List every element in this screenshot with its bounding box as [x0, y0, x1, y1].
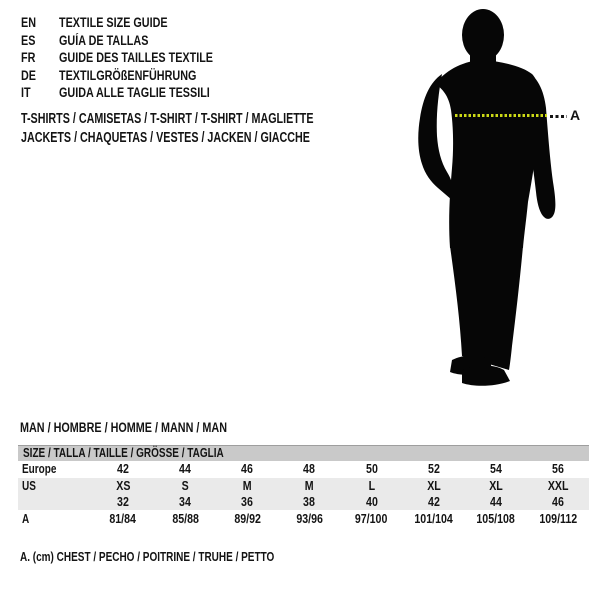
- table-cell: 36: [241, 495, 254, 509]
- table-cell: 109/112: [539, 512, 577, 526]
- language-list: [21, 14, 252, 102]
- garment-types: [21, 110, 416, 147]
- table-row-europe: [18, 461, 589, 478]
- man-silhouette: [410, 4, 580, 394]
- section-title-man: MAN / HOMBRE / HOMME / MANN / MAN: [20, 420, 227, 435]
- table-cell: 42: [427, 495, 440, 509]
- table-cell: 32: [117, 495, 129, 509]
- table-row-chest: [18, 510, 589, 528]
- language-label: GUIDA ALLE TAGLIE TESSILI: [59, 85, 210, 100]
- table-row-us-letters: [18, 478, 589, 494]
- language-code: DE: [21, 67, 37, 83]
- table-cell: 93/96: [296, 512, 323, 526]
- language-code: IT: [21, 85, 31, 100]
- table-cell: 38: [303, 495, 316, 509]
- language-label: TEXTILE SIZE GUIDE: [59, 15, 168, 30]
- table-cell: 89/92: [234, 512, 261, 526]
- table-cell: M: [305, 479, 314, 493]
- table-cell: 42: [117, 462, 129, 476]
- language-code: EN: [21, 15, 37, 30]
- language-label: GUÍA DE TALLAS: [59, 32, 149, 48]
- table-cell: 101/104: [414, 512, 453, 526]
- measure-label-a: A: [570, 107, 581, 123]
- table-cell: 85/88: [171, 512, 199, 526]
- language-row-es: [21, 32, 252, 50]
- man-silhouette-graphic: [410, 4, 580, 394]
- table-cell: 97/100: [355, 512, 388, 526]
- silhouette-legs: [450, 246, 523, 370]
- row-label: A: [22, 512, 30, 526]
- language-code: ES: [21, 32, 36, 48]
- table-cell: M: [242, 479, 252, 493]
- row-label: US: [22, 479, 36, 493]
- table-cell: 48: [303, 462, 316, 476]
- table-cell: 50: [365, 462, 378, 476]
- table-row-us-numbers: [18, 494, 589, 510]
- row-label: Europe: [22, 462, 57, 476]
- silhouette-shoe-right: [462, 366, 510, 386]
- language-row-it: [21, 84, 252, 102]
- table-cell: 81/84: [109, 512, 137, 526]
- table-cell: XXL: [547, 479, 569, 493]
- table-cell: 44: [489, 495, 502, 509]
- garment-line-tshirts: T-SHIRTS / CAMISETAS / T-SHIRT / T-SHIRT / MAGLIETTE: [21, 111, 314, 127]
- table-cell: XS: [115, 479, 131, 493]
- language-label: GUIDE DES TAILLES TEXTILE: [59, 50, 214, 65]
- table-cell: 44: [179, 462, 192, 476]
- language-row-fr: [21, 49, 252, 67]
- row-label: [18, 494, 92, 510]
- table-cell: 105/108: [476, 512, 516, 526]
- language-code: FR: [21, 50, 36, 65]
- measure-leader-line: [550, 115, 567, 118]
- chest-measure-dashed-line: [455, 114, 547, 117]
- language-label: TEXTILGRÖßENFÜHRUNG: [59, 67, 197, 83]
- garment-line-jackets: JACKETS / CHAQUETAS / VESTES / JACKEN / GIACCHE: [21, 129, 310, 146]
- table-cell: 40: [365, 495, 378, 509]
- table-cell: XL: [489, 479, 503, 493]
- table-cell: 46: [552, 495, 564, 509]
- measure-footnote: A. (cm) CHEST / PECHO / POITRINE / TRUHE / PETTO: [20, 550, 275, 564]
- language-row-de: [21, 67, 252, 85]
- size-table: [18, 445, 589, 528]
- table-cell: S: [181, 479, 189, 493]
- table-cell: L: [368, 479, 375, 493]
- table-cell: 52: [427, 462, 440, 476]
- table-cell: 54: [489, 462, 502, 476]
- table-cell: XL: [426, 479, 441, 493]
- size-table-header: SIZE / TALLA / TAILLE / GRÖSSE / TAGLIA: [18, 445, 589, 461]
- table-cell: 46: [241, 462, 254, 476]
- table-cell: 34: [179, 495, 192, 509]
- table-cell: 56: [552, 462, 564, 476]
- language-row-en: [21, 14, 252, 32]
